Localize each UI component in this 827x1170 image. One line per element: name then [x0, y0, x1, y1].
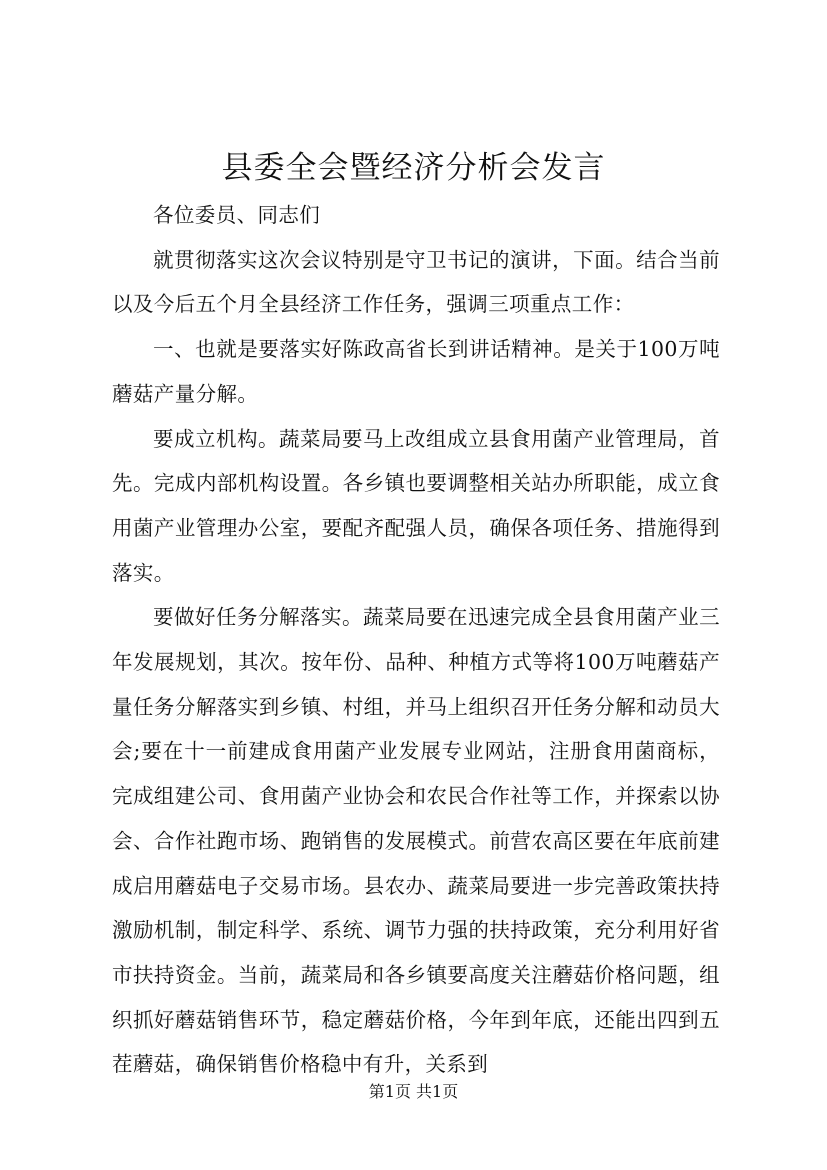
page-number-footer: 第1页 共1页 [368, 1082, 459, 1101]
paragraph-establish-agency: 要成立机构。蔬菜局要马上改组成立县食用菌产业管理局，首先。完成内部机构设置。各乡镇也要调整相关站办所职能，成立食用菌产业管理办公室，要配齐配强人员，确保各项任务、措施得到落实。 [112, 426, 720, 585]
paragraph-task-breakdown: 要做好任务分解落实。蔬菜局要在迅速完成全县食用菌产业三年发展规划，其次。按年份、品种、种植方式等将100万吨蘑菇产量任务分解落实到乡镇、村组，并马上组织召开任务分解和动员大会;要在十一前建成食用菌产业发展专业网站，注册食用菌商标，完成组建公司、食用菌产业协会和农民合作社等工作，并探索以协会、合作社跑市场、跑销售的发展模式。前营农高区要在年底前建成启用蘑菇电子交易市场。县农办、蔬菜局要进一步完善政策扶持激励机制，制定科学、系统、调节力强的扶持政策，充分利用好省市扶持资金。当前，蔬菜局和各乡镇要高度关注蘑菇价格问题，组织抓好蘑菇销售环节，稳定蘑菇价格，今年到年底，还能出四到五茬蘑菇，确保销售价格稳中有升，关系到 [112, 605, 720, 1077]
paragraph-point-one: 一、也就是要落实好陈政高省长到讲话精神。是关于100万吨蘑菇产量分解。 [112, 337, 720, 406]
document-body [112, 193, 720, 1087]
paragraph-salutation: 各位委员、同志们 [153, 203, 321, 227]
paragraph-intro: 就贯彻落实这次会议特别是守卫书记的演讲，下面。结合当前以及今后五个月全县经济工作任务，强调三项重点工作： [112, 247, 720, 317]
document-title: 县委全会暨经济分析会发言 [221, 150, 606, 186]
